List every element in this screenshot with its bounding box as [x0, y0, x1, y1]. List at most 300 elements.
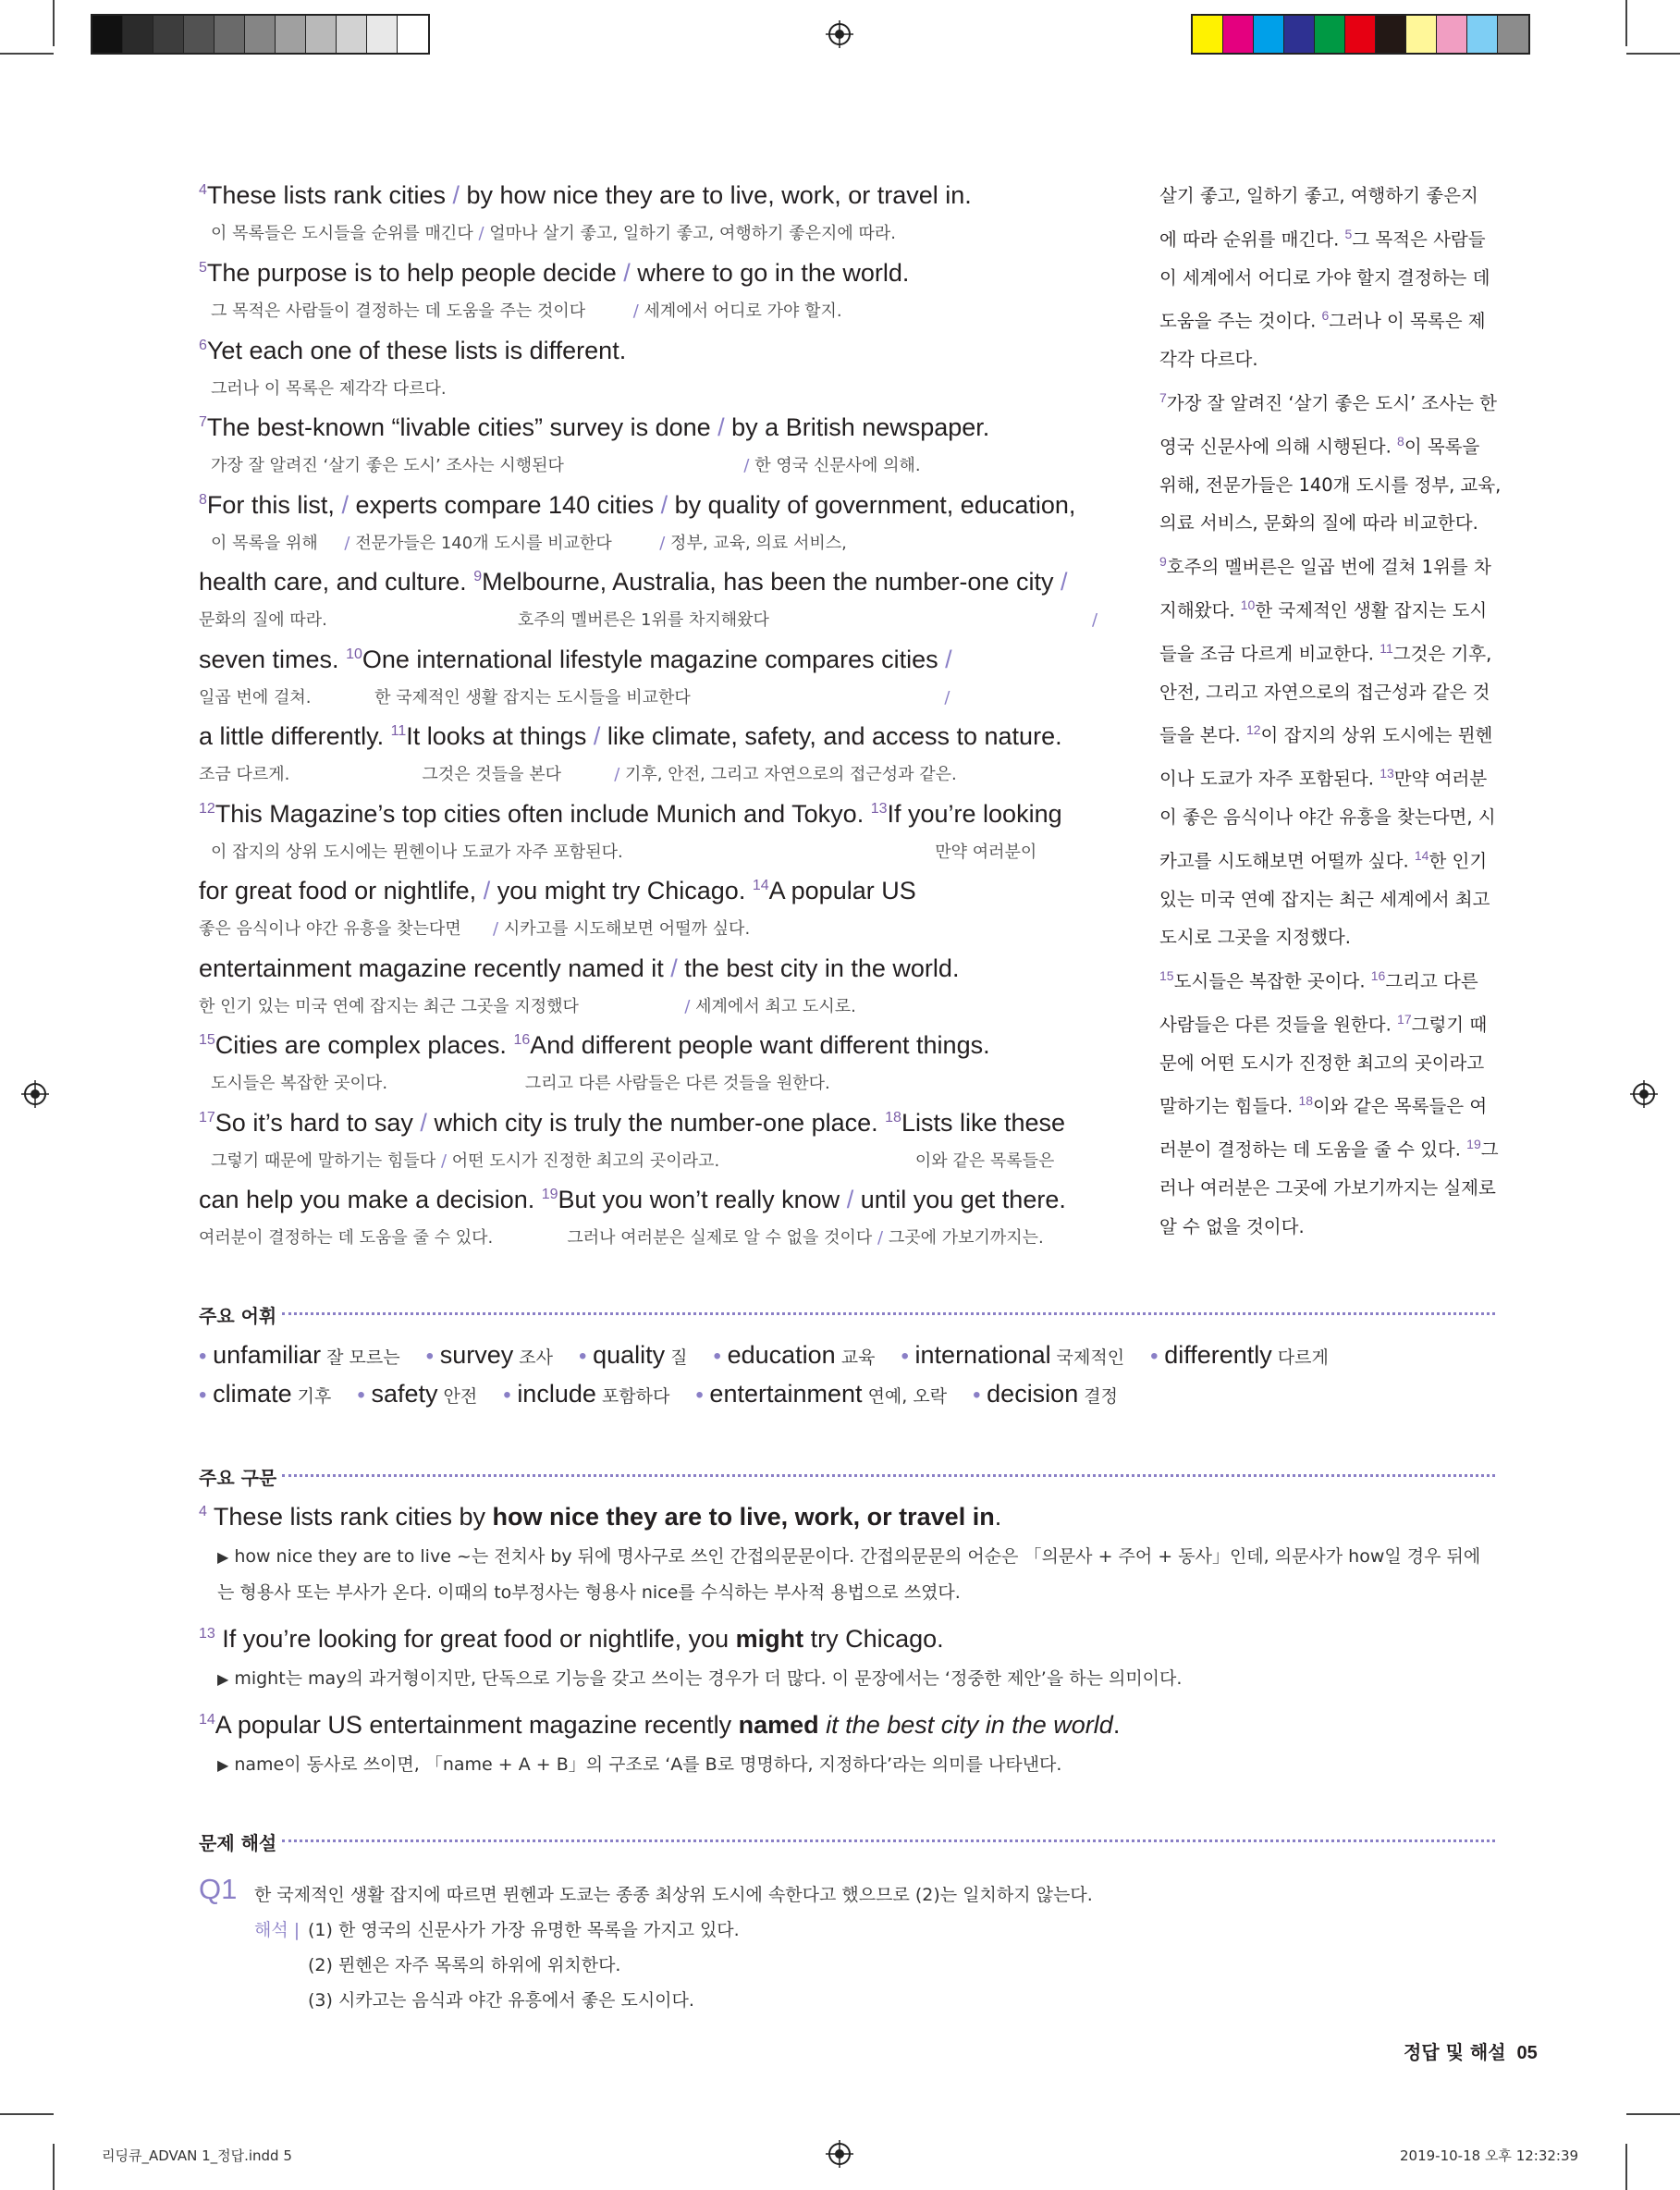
text-run: by quality of government, education,	[668, 491, 1076, 519]
crop-mark-top-left-v	[53, 0, 55, 46]
vocab-korean: 국제적인	[1050, 1347, 1125, 1368]
translation-line	[1159, 880, 1497, 919]
korean-line	[211, 375, 447, 400]
text-run: If you’re looking	[887, 800, 1062, 828]
english-line	[199, 568, 1067, 597]
text-run: 기후, 안전, 그리고 자연으로의 접근성과 같은.	[619, 765, 957, 784]
chunk-separator: /	[623, 259, 631, 287]
sentence-number: 10	[1240, 597, 1256, 612]
text-run: Melbourne, Australia, has been the number-one city	[482, 568, 1061, 596]
text-run: A popular US entertainment magazine recently	[215, 1711, 739, 1739]
text-run: 호주의 멜버른은 일곱 번에 걸쳐 1위를 차	[1166, 556, 1491, 577]
english-line	[199, 337, 626, 365]
grammar-sentence	[199, 1711, 1120, 1740]
text-run: For this list,	[206, 491, 342, 519]
vocab-english: unfamiliar	[213, 1341, 322, 1369]
text-run: the best city in the world.	[677, 954, 960, 982]
text-run: 의료 서비스, 문화의 질에 따라 비교한다.	[1159, 512, 1478, 534]
text-run: .	[994, 1503, 1002, 1531]
sentence-number: 8	[1397, 433, 1404, 449]
text-run: A popular US	[768, 877, 916, 904]
korean-line	[199, 993, 856, 1017]
text-run: try Chicago.	[803, 1625, 944, 1653]
sentence-number: 9	[1159, 553, 1167, 569]
color-swatch	[1345, 16, 1376, 53]
registration-mark-left-icon	[21, 1080, 49, 1108]
text-run: If you’re looking for great food or nightlife, you	[215, 1625, 736, 1653]
vocab-divider	[282, 1312, 1495, 1315]
text-run: 위해, 전문가들은 140개 도시를 정부, 교육,	[1159, 474, 1502, 496]
vocab-item	[357, 1380, 477, 1408]
text-run: So it’s hard to say	[215, 1109, 421, 1137]
chunk-separator: /	[452, 181, 460, 209]
gray-swatch	[276, 16, 306, 53]
korean-line	[199, 916, 750, 940]
chunk-separator: /	[846, 1186, 854, 1213]
sentence-number: 18	[1298, 1093, 1314, 1108]
text-run: 지해왔다.	[1159, 599, 1241, 621]
sentence-number: 17	[199, 1110, 215, 1126]
text-run: 한 국제적인 생활 잡지는 도시	[1255, 599, 1488, 621]
bullet-icon: •	[503, 1383, 518, 1408]
sentence-number: 10	[346, 646, 362, 662]
chunk-separator: /	[717, 413, 725, 441]
color-swatch	[1498, 16, 1528, 53]
text-run: 만약 여러분	[1393, 768, 1488, 790]
text-run: 말하기는 힘들다.	[1159, 1095, 1299, 1117]
bullet-icon: •	[578, 1344, 594, 1369]
english-line	[199, 1031, 990, 1060]
english-line	[199, 413, 989, 442]
chunk-separator: /	[944, 688, 950, 707]
grammar-note	[217, 1539, 1493, 1611]
text-run: 한 인기	[1429, 850, 1488, 871]
translation-line	[1159, 837, 1497, 880]
text-run: can help you make a decision.	[199, 1186, 542, 1213]
vocab-english: safety	[371, 1380, 438, 1408]
translation-line	[1159, 798, 1497, 837]
bullet-icon: •	[425, 1344, 440, 1369]
text-run: 한 인기 있는 미국 연예 잡지는 최근 그곳을 지정했다	[199, 997, 685, 1016]
vocab-english: include	[517, 1380, 596, 1408]
text-run: 문에 어떤 도시가 진정한 최고의 곳이라고	[1159, 1052, 1485, 1074]
vocab-english: international	[914, 1341, 1051, 1369]
bullet-icon: •	[713, 1344, 728, 1369]
sentence-number: 12	[1245, 722, 1261, 737]
text-run: 그것은 기후,	[1392, 643, 1492, 664]
vocab-english: differently	[1164, 1341, 1272, 1369]
vocab-english: climate	[213, 1380, 292, 1408]
text-run: Yet each one of these lists is different.	[206, 337, 627, 364]
translation-line	[1159, 630, 1497, 673]
text-run: 사람들은 다른 것들을 원한다.	[1159, 1014, 1398, 1035]
gray-swatch	[367, 16, 398, 53]
chunk-separator: /	[670, 954, 678, 982]
korean-line	[211, 298, 842, 322]
text-run: 세계에서 최고 도시로.	[690, 997, 856, 1016]
text-run: 도시들은 복잡한 곳이다. 그리고 다른 사람들은 다른 것들을 원한다.	[211, 1074, 830, 1093]
grammar-sentence	[199, 1625, 944, 1654]
chunk-separator: /	[593, 722, 601, 750]
chunk-separator: /	[493, 919, 499, 939]
chunk-separator: /	[743, 456, 750, 475]
text-run: 여러분이 결정하는 데 도움을 줄 수 있다. 그러나 여러분은 실제로 알 수 없을 것이다	[199, 1228, 878, 1248]
text-run: 이 좋은 음식이나 야간 유흥을 찾는다면, 시	[1159, 806, 1496, 828]
chunk-separator: /	[344, 534, 350, 553]
text-run: 가장 잘 알려진 ‘살기 좋은 도시’ 조사는 한	[1166, 392, 1497, 413]
text-run: which city is truly the number-one place.	[426, 1109, 886, 1137]
text-run: .	[1112, 1711, 1121, 1739]
slug-file: 리딩큐_ADVAN 1_정답.indd 5	[102, 2147, 292, 2164]
chunk-separator: /	[1091, 610, 1098, 630]
registration-mark-bottom-icon	[826, 2140, 853, 2168]
sentence-number: 8	[199, 492, 207, 508]
text-run: 전문가들은 140개 도시를 비교한다	[349, 534, 660, 553]
chunk-separator: /	[420, 1109, 427, 1137]
translation-line	[1159, 1208, 1497, 1247]
chunk-separator: /	[632, 301, 639, 321]
grayscale-color-bar	[91, 14, 430, 55]
vocab-korean: 결정	[1078, 1386, 1118, 1407]
sentence-number: 14	[199, 1712, 215, 1728]
triangle-marker-icon: ▶	[217, 1670, 229, 1688]
grammar-note	[217, 1747, 1493, 1783]
text-run: until you get there.	[853, 1186, 1066, 1213]
highlighted-phrase: how nice they are to live, work, or travel in	[492, 1503, 995, 1531]
vocab-korean: 잘 모르는	[321, 1347, 400, 1368]
translation-line	[1159, 586, 1497, 630]
text-run: 이 목록들은 도시들을 순위를 매긴다	[211, 224, 479, 243]
vocab-korean: 포함하다	[595, 1386, 670, 1407]
sentence-number: 18	[885, 1110, 901, 1126]
translation-line	[1159, 340, 1497, 379]
text-run: 있는 미국 연예 잡지는 최근 세계에서 최고	[1159, 888, 1490, 910]
chunk-separator: /	[659, 534, 666, 553]
text-run: 안전, 그리고 자연으로의 접근성과 같은 것	[1159, 681, 1490, 703]
sentence-number: 19	[541, 1187, 558, 1202]
korean-line	[199, 607, 1098, 631]
translation-line	[1159, 1001, 1497, 1044]
text-run: 도시들은 복잡한 곳이다.	[1173, 970, 1371, 991]
vocab-korean: 안전	[437, 1386, 478, 1407]
translation-line	[1159, 504, 1497, 543]
translation-line	[1159, 423, 1497, 466]
gray-swatch	[337, 16, 367, 53]
english-line	[199, 1186, 1066, 1214]
sentence-number: 7	[199, 414, 207, 430]
vocab-korean: 연예, 오락	[862, 1386, 948, 1407]
text-run: 에 따라 순위를 매긴다.	[1159, 228, 1345, 250]
vocab-item	[714, 1341, 876, 1369]
vocab-title: 주요 어휘	[199, 1305, 277, 1327]
translation-line	[1159, 259, 1497, 298]
english-line	[199, 877, 916, 905]
vocab-row	[199, 1380, 1144, 1409]
crop-mark-top-right-v	[1625, 0, 1627, 46]
text-run: 좋은 음식이나 야간 유흥을 찾는다면	[199, 919, 494, 939]
bullet-icon: •	[695, 1383, 710, 1408]
gray-swatch	[215, 16, 245, 53]
text-run: 카고를 시도해보면 어떨까 싶다.	[1159, 850, 1415, 871]
text-run: experts compare 140 cities	[348, 491, 661, 519]
grammar-note-text: how nice they are to live ~는 전치사 by 뒤에 명사구로 쓰인 간접의문문이다. 간접의문문의 어순은 「의문사 + 주어 + 동사」인데, 의문사가 how일 경우 뒤에는 형용사 또는 부사가 온다. 이때의 to부정사는 형용사 nice를 수식하는 부사적 용법으로 쓰였다.	[217, 1546, 1481, 1603]
sentence-number: 14	[752, 878, 769, 893]
text-run: 세계에서 어디로 가야 할지.	[638, 301, 842, 321]
grammar-divider	[282, 1474, 1495, 1477]
text-run: One international lifestyle magazine compares cities	[362, 646, 946, 673]
translation-line	[1159, 177, 1497, 215]
color-swatch	[1193, 16, 1223, 53]
english-line	[199, 259, 909, 288]
text-run: 문화의 질에 따라. 호주의 멜버른은 1위를 차지해왔다	[199, 610, 1092, 630]
question-label: Q1	[199, 1873, 238, 1905]
text-run: you might try Chicago.	[490, 877, 753, 904]
text-run: 도움을 주는 것이다.	[1159, 310, 1322, 332]
translation-line	[1159, 755, 1497, 798]
text-run: The best-known “livable cities” survey is done	[206, 413, 718, 441]
text-run: 이나 도쿄가 자주 포함된다.	[1159, 768, 1380, 790]
sentence-number: 7	[1159, 389, 1167, 405]
korean-line	[211, 1148, 1054, 1172]
sentence-number: 17	[1397, 1011, 1412, 1027]
registration-mark-top-icon	[826, 20, 853, 48]
korean-line	[211, 220, 896, 244]
text-run: 살기 좋고, 일하기 좋고, 여행하기 좋은지	[1159, 185, 1478, 206]
korean-line	[199, 761, 957, 785]
text-run: Lists like these	[901, 1109, 1066, 1137]
haeseok-label: 해석 |	[254, 1920, 300, 1940]
vocab-item	[901, 1341, 1124, 1369]
text-run: Cities are complex places.	[215, 1031, 514, 1059]
sentence-number: 6	[1321, 308, 1330, 323]
translation-line	[1159, 466, 1502, 505]
vocab-row	[199, 1341, 1355, 1370]
bullet-icon: •	[1150, 1344, 1165, 1369]
slug-time: 2019-10-18 오후 12:32:39	[1400, 2147, 1579, 2164]
korean-line	[199, 684, 950, 708]
text-run: 그러나 이 목록은 제각각 다르다.	[211, 379, 447, 399]
text-run: 조금 다르게. 그것은 것들을 본다	[199, 765, 615, 784]
translation-line	[1159, 957, 1497, 1001]
translation-line	[1159, 543, 1497, 586]
text-run: 들을 조금 다르게 비교한다.	[1159, 643, 1380, 664]
color-swatch	[1315, 16, 1345, 53]
text-run: 그리고 다른	[1385, 970, 1478, 991]
text-run: 정부, 교육, 의료 서비스,	[665, 534, 847, 553]
text-run: health care, and culture.	[199, 568, 474, 596]
text-run: But you won’t really know	[558, 1186, 847, 1213]
text-run: This Magazine’s top cities often include Munich and Tokyo.	[215, 800, 871, 828]
sentence-number: 4	[199, 182, 207, 198]
chunk-separator: /	[684, 997, 691, 1016]
gray-swatch	[306, 16, 337, 53]
highlighted-phrase: might	[735, 1625, 804, 1653]
gray-swatch	[184, 16, 215, 53]
english-line	[199, 954, 959, 983]
translation-line	[1159, 1169, 1497, 1208]
text-run: 일곱 번에 걸쳐. 한 국제적인 생활 잡지는 도시들을 비교한다	[199, 688, 945, 707]
text-run: 들을 본다.	[1159, 724, 1246, 746]
crop-mark-bottom-right-h	[1626, 2113, 1680, 2115]
solution-title: 문제 해설	[199, 1832, 277, 1854]
full-translation	[1159, 177, 1502, 1246]
sentence-number: 14	[1414, 847, 1429, 863]
sentence-number: 4	[199, 1504, 207, 1519]
footer-label: 정답 및 해설	[1404, 2041, 1506, 2063]
vocab-item	[426, 1341, 553, 1369]
text-run: 러나 여러분은 그곳에 가보기까지는 실제로	[1159, 1177, 1496, 1199]
text-run: 이 목록을	[1404, 436, 1480, 457]
page-number: 05	[1516, 2043, 1538, 2063]
chunk-separator: /	[660, 491, 668, 519]
sentence-number: 13	[199, 1626, 215, 1642]
text-run: These lists rank cities	[206, 181, 453, 209]
english-line	[199, 722, 1062, 751]
chunk-separator: /	[440, 1151, 448, 1171]
crop-mark-top-right-h	[1626, 53, 1680, 55]
vocab-item	[695, 1380, 947, 1408]
text-run: 이와 같은 목록들은 여	[1313, 1095, 1488, 1117]
text-run: 그 목적은 사람들	[1352, 228, 1486, 250]
sentence-number: 11	[1380, 640, 1393, 656]
english-line	[199, 491, 1075, 520]
triangle-marker-icon: ▶	[217, 1756, 229, 1774]
crop-mark-bottom-left-h	[0, 2113, 54, 2115]
solution-divider	[282, 1839, 1495, 1842]
gray-swatch	[398, 16, 428, 53]
sentence-number: 13	[1380, 766, 1394, 781]
english-line	[199, 646, 952, 674]
sentence-number: 19	[1466, 1137, 1481, 1151]
translation-line	[1159, 918, 1497, 957]
grammar-note-text: name이 동사로 쓰이면, 「name + A + B」의 구조로 ‘A를 B로 명명하다, 지정하다’라는 의미를 나타낸다.	[234, 1754, 1062, 1775]
color-swatch	[1284, 16, 1315, 53]
vocab-korean: 질	[665, 1347, 688, 1368]
chunk-separator: /	[483, 877, 491, 904]
solution-option: (1) 한 영국의 신문사가 가장 유명한 목록을 가지고 있다.	[308, 1920, 740, 1940]
chunk-separator: /	[945, 646, 952, 673]
english-line	[199, 800, 1062, 829]
text-run: It looks at things	[406, 722, 594, 750]
vocab-english: education	[727, 1341, 836, 1369]
grammar-sentence	[199, 1503, 1001, 1532]
text-run: 어떤 도시가 진정한 최고의 곳이라고. 이와 같은 목록들은	[447, 1151, 1055, 1171]
vocab-korean: 교육	[835, 1347, 876, 1368]
text-run: 러분이 결정하는 데 도움을 줄 수 있다.	[1159, 1138, 1467, 1161]
color-swatch	[1437, 16, 1467, 53]
gray-swatch	[92, 16, 123, 53]
color-swatch	[1406, 16, 1437, 53]
text-run: for great food or nightlife,	[199, 877, 484, 904]
text-run: 그렇기 때문에 말하기는 힘들다	[211, 1151, 441, 1171]
sentence-number: 15	[1159, 967, 1174, 983]
vocab-item	[579, 1341, 688, 1369]
solution-option: (2) 뮌헨은 자주 목록의 하위에 위치한다.	[308, 1955, 621, 1975]
text-run: like climate, safety, and access to nature.	[600, 722, 1062, 750]
text-run: 이 잡지의 상위 도시에는 뮌헨	[1260, 724, 1493, 746]
vocab-item	[973, 1380, 1118, 1408]
color-swatch	[1376, 16, 1406, 53]
sentence-number: 15	[199, 1032, 215, 1048]
translation-line	[1159, 379, 1497, 423]
text-run: entertainment magazine recently named it	[199, 954, 671, 982]
crop-mark-top-left-h	[0, 53, 54, 55]
text-run: 그	[1480, 1138, 1499, 1161]
process-color-bar	[1191, 14, 1530, 55]
gray-swatch	[245, 16, 276, 53]
korean-line	[211, 839, 1036, 863]
color-swatch	[1254, 16, 1284, 53]
solution-answer: 한 국제적인 생활 잡지에 따르면 뮌헨과 도쿄는 종종 최상위 도시에 속한다고 했으므로 (2)는 일치하지 않는다.	[254, 1885, 1093, 1905]
translation-line	[1159, 673, 1497, 712]
page-footer	[1404, 2037, 1538, 2064]
vocab-english: quality	[593, 1341, 666, 1369]
text-run: by a British newspaper.	[724, 413, 990, 441]
solution-option: (3) 시카고는 음식과 야간 유흥에서 좋은 도시이다.	[308, 1990, 694, 2011]
triangle-marker-icon: ▶	[217, 1548, 229, 1566]
vocab-english: survey	[439, 1341, 514, 1369]
chunk-separator: /	[877, 1228, 884, 1248]
sentence-number: 16	[1370, 967, 1386, 983]
vocab-item	[199, 1380, 331, 1408]
text-run: These lists rank cities by	[206, 1503, 493, 1531]
text-run: And different people want different things.	[530, 1031, 990, 1059]
vocab-korean: 다르게	[1271, 1347, 1329, 1368]
korean-line	[211, 530, 847, 554]
grammar-note-text: might는 may의 과거형이지만, 단독으로 기능을 갖고 쓰이는 경우가 더 많다. 이 문장에서는 ‘정중한 제안’을 하는 의미이다.	[234, 1668, 1183, 1689]
sentence-number: 5	[199, 260, 207, 276]
text-run: 이 세계에서 어디로 가야 할지 결정하는 데	[1159, 266, 1490, 289]
color-swatch	[1467, 16, 1498, 53]
bullet-icon: •	[901, 1344, 915, 1369]
vocab-item	[503, 1380, 669, 1408]
text-run: 이 목록을 위해	[211, 534, 345, 553]
text-run: seven times.	[199, 646, 347, 673]
vocab-item	[199, 1341, 400, 1369]
chunk-separator: /	[614, 765, 620, 784]
text-run: 각각 다르다.	[1159, 349, 1258, 370]
bullet-icon: •	[357, 1383, 372, 1408]
text-run: 시카고를 시도해보면 어떨까 싶다.	[498, 919, 751, 939]
color-swatch	[1223, 16, 1254, 53]
vocab-english: decision	[987, 1380, 1079, 1408]
bullet-icon: •	[199, 1344, 214, 1369]
sentence-number: 16	[513, 1032, 531, 1048]
korean-line	[211, 1070, 830, 1094]
translation-line	[1159, 1044, 1497, 1083]
bullet-icon: •	[199, 1383, 214, 1408]
text-run: 그렇기 때	[1411, 1014, 1488, 1035]
translation-line	[1159, 1082, 1497, 1126]
translation-line	[1159, 1126, 1497, 1169]
korean-line	[199, 1224, 1044, 1249]
text-run: where to go in the world.	[630, 259, 910, 287]
text-run: 가장 잘 알려진 ‘살기 좋은 도시’ 조사는 시행된다	[211, 456, 744, 475]
text-run: 도시로 그곳을 지정했다.	[1159, 927, 1351, 948]
crop-mark-bottom-left-v	[53, 2144, 55, 2190]
vocab-korean: 기후	[291, 1386, 332, 1407]
text-run: 한 영국 신문사에 의해.	[749, 456, 921, 475]
text-run: by how nice they are to live, work, or travel in.	[460, 181, 972, 209]
chunk-separator: /	[341, 491, 349, 519]
vocab-item	[1150, 1341, 1329, 1369]
english-line	[199, 181, 972, 210]
italic-phrase: it the best city in the world	[826, 1711, 1113, 1739]
text-run: 영국 신문사에 의해 시행된다.	[1159, 436, 1398, 457]
korean-line	[211, 452, 921, 476]
chunk-separator: /	[1060, 568, 1068, 596]
translation-line	[1159, 297, 1497, 340]
